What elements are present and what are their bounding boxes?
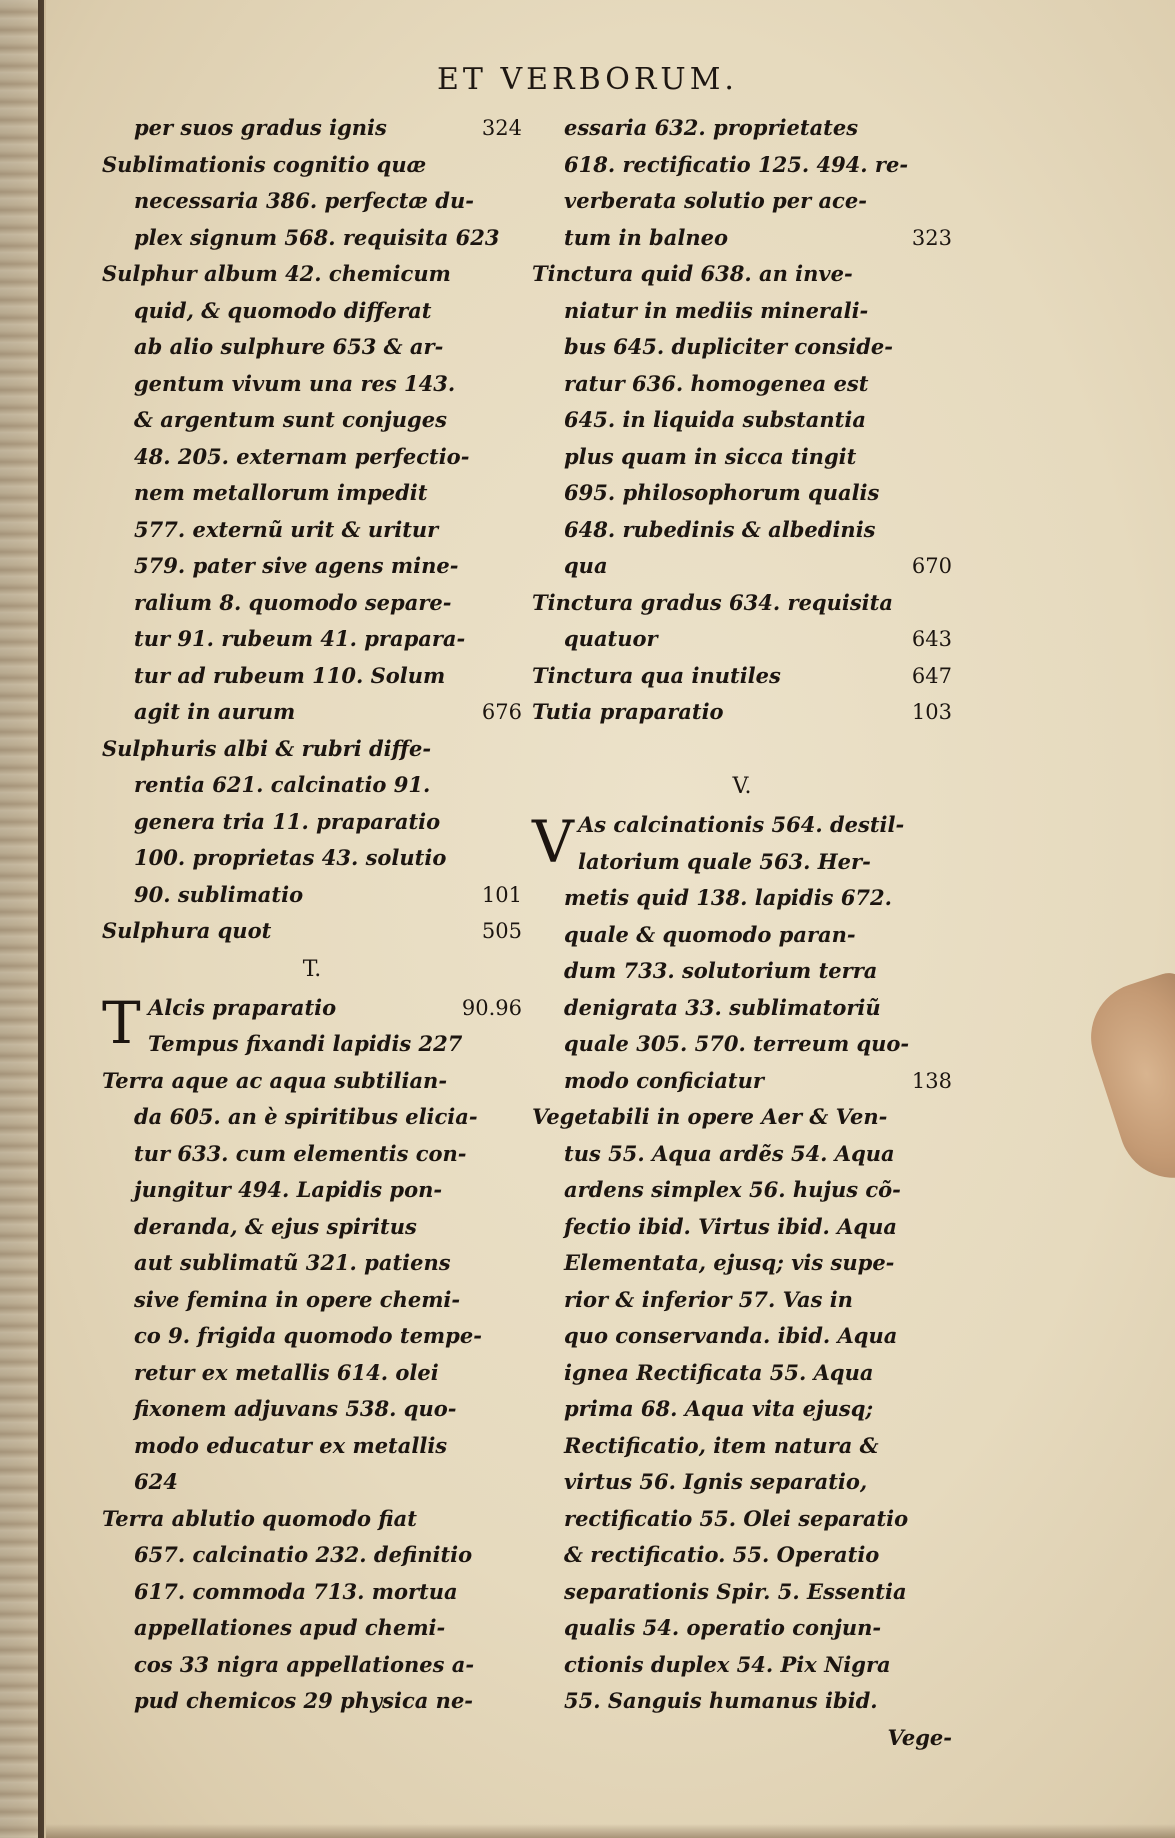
page-reference: 103 — [911, 700, 952, 724]
index-line — [532, 1245, 952, 1282]
index-text: metis quid 138. lapidis 672. — [564, 885, 892, 910]
index-line — [102, 877, 522, 914]
index-text: quo conservanda. ibid. Aqua — [564, 1323, 898, 1348]
index-line — [532, 990, 952, 1027]
index-text: modo conficiatur — [564, 1067, 764, 1093]
index-text: rior & inferior 57. Vas in — [564, 1286, 853, 1312]
index-line — [102, 402, 522, 439]
index-line — [102, 913, 522, 950]
page-reference: 138 — [911, 1068, 952, 1093]
index-line — [102, 183, 522, 220]
index-text: ardens simplex 56. hujus cõ- — [564, 1177, 901, 1202]
index-line — [102, 694, 522, 731]
index-text: plex signum 568. requisita 623 — [134, 224, 500, 250]
index-line — [102, 1282, 522, 1319]
index-line — [102, 1391, 522, 1428]
index-line — [102, 585, 522, 622]
index-text: niatur in mediis minerali- — [564, 297, 869, 323]
index-text: genera tria 11. praparatio — [134, 808, 441, 834]
index-text: jungitur 494. Lapidis pon- — [134, 1177, 443, 1202]
index-text: Rectificatio, item natura & — [564, 1432, 879, 1458]
index-line — [532, 1428, 952, 1465]
index-text: aut sublimatũ 321. patiens — [134, 1250, 451, 1275]
page-reference: 676 — [481, 700, 522, 724]
index-line — [532, 1318, 952, 1355]
index-line — [532, 1610, 952, 1647]
index-text: tus 55. Aqua ardẽs 54. Aqua — [564, 1140, 895, 1166]
index-text: 618. rectificatio 125. 494. re- — [564, 151, 909, 177]
index-line — [102, 1501, 522, 1538]
index-line — [102, 731, 522, 768]
index-text: ab alio sulphure 653 & ar- — [134, 334, 444, 359]
index-line — [532, 1683, 952, 1720]
index-line — [532, 917, 952, 954]
index-text: 648. rubedinis & albedinis — [564, 516, 876, 542]
index-text: As calcinationis 564. destil- — [578, 812, 905, 837]
index-text: ralium 8. quomodo separe- — [134, 589, 452, 615]
index-text: pud chemicos 29 physica ne- — [134, 1688, 474, 1713]
index-line — [532, 183, 952, 220]
index-text: denigrata 33. sublimatoriũ — [564, 994, 881, 1020]
catchword — [532, 1720, 952, 1757]
index-text: 657. calcinatio 232. definitio — [134, 1542, 473, 1567]
index-line — [532, 1063, 952, 1100]
index-line — [102, 329, 522, 366]
index-line — [532, 548, 952, 585]
index-text: Tinctura quid 638. an inve- — [532, 261, 853, 286]
page-reference: 90.96 — [461, 995, 522, 1020]
index-line — [102, 1099, 522, 1136]
index-line — [102, 1245, 522, 1282]
index-line — [532, 512, 952, 549]
index-line — [102, 1683, 522, 1720]
index-line — [102, 1136, 522, 1173]
index-line — [102, 1318, 522, 1355]
index-text: necessaria 386. perfectæ du- — [134, 188, 474, 213]
index-text: ratur 636. homogenea est — [564, 370, 869, 396]
index-text: separationis Spir. 5. Essentia — [564, 1578, 907, 1604]
index-line — [532, 1355, 952, 1392]
index-line — [532, 953, 952, 990]
drop-capital: T — [102, 988, 141, 1057]
index-column-right — [532, 110, 952, 1756]
index-text: 579. pater sive agens mine- — [134, 553, 459, 578]
index-text: sive femina in opere chemi- — [134, 1286, 461, 1312]
index-text: appellationes apud chemi- — [134, 1615, 446, 1640]
previous-page-edge — [0, 0, 44, 1838]
index-text: fixonem adjuvans 538. quo- — [134, 1396, 457, 1421]
index-line — [102, 548, 522, 585]
section-heading-v: V. — [732, 774, 752, 799]
index-line — [532, 1464, 952, 1501]
page-reference: 643 — [911, 627, 952, 651]
index-text: 577. externũ urit & uritur — [134, 516, 439, 542]
index-line — [102, 1464, 522, 1501]
index-text: essaria 632. proprietates — [564, 115, 859, 140]
index-text: modo educatur ex metallis — [134, 1432, 448, 1458]
index-line — [532, 1172, 952, 1209]
index-text: qualis 54. operatio conjun- — [564, 1615, 882, 1640]
index-text: 55. Sanguis humanus ibid. — [564, 1688, 878, 1713]
index-text: Tinctura qua inutiles — [532, 662, 781, 688]
index-line — [532, 1209, 952, 1246]
index-spacer — [532, 731, 952, 768]
index-line — [532, 329, 952, 366]
index-text: deranda, & ejus spiritus — [134, 1213, 417, 1239]
index-text: quale 305. 570. terreum quo- — [564, 1031, 910, 1056]
index-line — [532, 402, 952, 439]
index-text: Sublimationis cognitio quæ — [102, 151, 427, 177]
index-line — [532, 147, 952, 184]
index-line — [102, 1647, 522, 1684]
index-line — [102, 439, 522, 476]
page-reference: 505 — [481, 919, 522, 943]
index-line — [102, 475, 522, 512]
index-text: da 605. an è spiritibus elicia- — [134, 1104, 478, 1129]
index-line — [102, 512, 522, 549]
index-text: Terra ablutio quomodo fiat — [102, 1505, 417, 1531]
index-text: qua — [564, 553, 608, 578]
index-text: quale & quomodo paran- — [564, 921, 856, 947]
index-column-left — [102, 110, 522, 1720]
page-reference: 323 — [911, 225, 952, 250]
index-text: per suos gradus ignis — [134, 115, 387, 140]
index-text: tur 633. cum elementis con- — [134, 1140, 467, 1166]
index-line — [532, 475, 952, 512]
index-line — [532, 1574, 952, 1611]
index-line — [532, 439, 952, 476]
index-text: dum 733. solutorium terra — [564, 958, 878, 983]
index-text: 100. proprietas 43. solutio — [134, 845, 447, 870]
index-text: Tutia praparatio — [532, 699, 724, 724]
index-line — [532, 256, 952, 293]
index-text: Sulphura quot — [102, 918, 272, 943]
index-line — [532, 1537, 952, 1574]
section-heading-t: T. — [302, 956, 322, 982]
index-line — [102, 1428, 522, 1465]
index-text: fectio ibid. Virtus ibid. Aqua — [564, 1213, 897, 1239]
catchword-text: Vege- — [887, 1724, 952, 1750]
index-text: co 9. frigida quomodo tempe- — [134, 1323, 482, 1348]
index-text: 624 — [134, 1469, 178, 1494]
index-text: 617. commoda 713. mortua — [134, 1578, 458, 1604]
index-line — [532, 293, 952, 330]
index-text: Tinctura gradus 634. requisita — [532, 589, 893, 615]
index-line — [532, 1391, 952, 1428]
index-text: & rectificatio. 55. Operatio — [564, 1542, 880, 1567]
index-text: Sulphur album 42. chemicum — [102, 261, 451, 286]
index-line — [102, 1172, 522, 1209]
index-line — [102, 840, 522, 877]
index-text: plus quam in sicca tingit — [564, 443, 857, 469]
index-line — [532, 1099, 952, 1136]
index-text: 48. 205. externam perfectio- — [134, 443, 470, 469]
page-reference: 324 — [481, 116, 522, 140]
index-line — [532, 658, 952, 695]
index-line — [102, 1537, 522, 1574]
index-text: 90. sublimatio — [134, 881, 304, 907]
index-text: Elementata, ejusq; vis supe- — [564, 1250, 895, 1275]
index-text: rectificatio 55. Olei separatio — [564, 1505, 909, 1531]
index-text: ignea Rectificata 55. Aqua — [564, 1359, 874, 1385]
index-line — [532, 880, 952, 917]
index-line — [102, 621, 522, 658]
index-text: tur ad rubeum 110. Solum — [134, 662, 446, 688]
index-text: latorium quale 563. Her- — [578, 848, 871, 874]
index-line — [102, 366, 522, 403]
index-line — [102, 1026, 522, 1063]
index-line — [102, 658, 522, 695]
index-line — [102, 1355, 522, 1392]
index-line — [532, 1282, 952, 1319]
drop-capital: V — [532, 808, 574, 876]
running-header: ET VERBORUM. — [437, 62, 738, 97]
index-line — [102, 110, 522, 147]
index-text: Tempus fixandi lapidis 227 — [148, 1031, 463, 1056]
index-text: retur ex metallis 614. olei — [134, 1359, 439, 1385]
index-text: virtus 56. Ignis separatio, — [564, 1469, 868, 1494]
index-line — [102, 1063, 522, 1100]
index-text: tur 91. rubeum 41. prapara- — [134, 626, 466, 651]
index-text: nem metallorum impedit — [134, 480, 428, 505]
index-line — [532, 585, 952, 622]
index-line — [532, 1136, 952, 1173]
index-text: & argentum sunt conjuges — [134, 407, 447, 432]
index-line — [532, 110, 952, 147]
index-line — [532, 1501, 952, 1538]
index-text: verberata solutio per ace- — [564, 188, 867, 213]
index-line — [532, 844, 952, 881]
index-line — [102, 1574, 522, 1611]
index-text: quatuor — [564, 626, 658, 651]
index-text: Sulphuris albi & rubri diffe- — [102, 735, 432, 761]
index-line — [532, 1647, 952, 1684]
page-bottom-shadow — [46, 1824, 1175, 1838]
index-text: 645. in liquida substantia — [564, 407, 866, 432]
page-reference: 647 — [911, 663, 952, 688]
index-text: agit in aurum — [134, 699, 296, 724]
page-reference: 101 — [481, 882, 522, 907]
index-text: Alcis praparatio — [148, 994, 337, 1020]
index-text: quid, & quomodo differat — [134, 297, 432, 323]
index-text: bus 645. dupliciter conside- — [564, 334, 893, 359]
index-line — [102, 804, 522, 841]
index-line — [532, 220, 952, 257]
index-line — [102, 256, 522, 293]
index-text: ctionis duplex 54. Pix Nigra — [564, 1651, 891, 1677]
index-line — [102, 147, 522, 184]
index-line — [532, 694, 952, 731]
index-text: cos 33 nigra appellationes a- — [134, 1651, 475, 1677]
index-line — [102, 1610, 522, 1647]
index-text: Terra aque ac aqua subtilian- — [102, 1067, 448, 1093]
index-line — [532, 621, 952, 658]
index-line — [102, 1209, 522, 1246]
index-line — [102, 220, 522, 257]
index-line — [102, 767, 522, 804]
index-text: prima 68. Aqua vita ejusq; — [564, 1396, 874, 1421]
index-text: tum in balneo — [564, 224, 728, 250]
index-text: gentum vivum una res 143. — [134, 370, 456, 396]
index-text: 695. philosophorum qualis — [564, 480, 880, 505]
index-line — [532, 1026, 952, 1063]
index-text: Vegetabili in opere Aer & Ven- — [532, 1104, 888, 1129]
index-line — [102, 293, 522, 330]
page-reference: 670 — [911, 554, 952, 578]
index-line — [532, 366, 952, 403]
index-text: rentia 621. calcinatio 91. — [134, 772, 431, 797]
